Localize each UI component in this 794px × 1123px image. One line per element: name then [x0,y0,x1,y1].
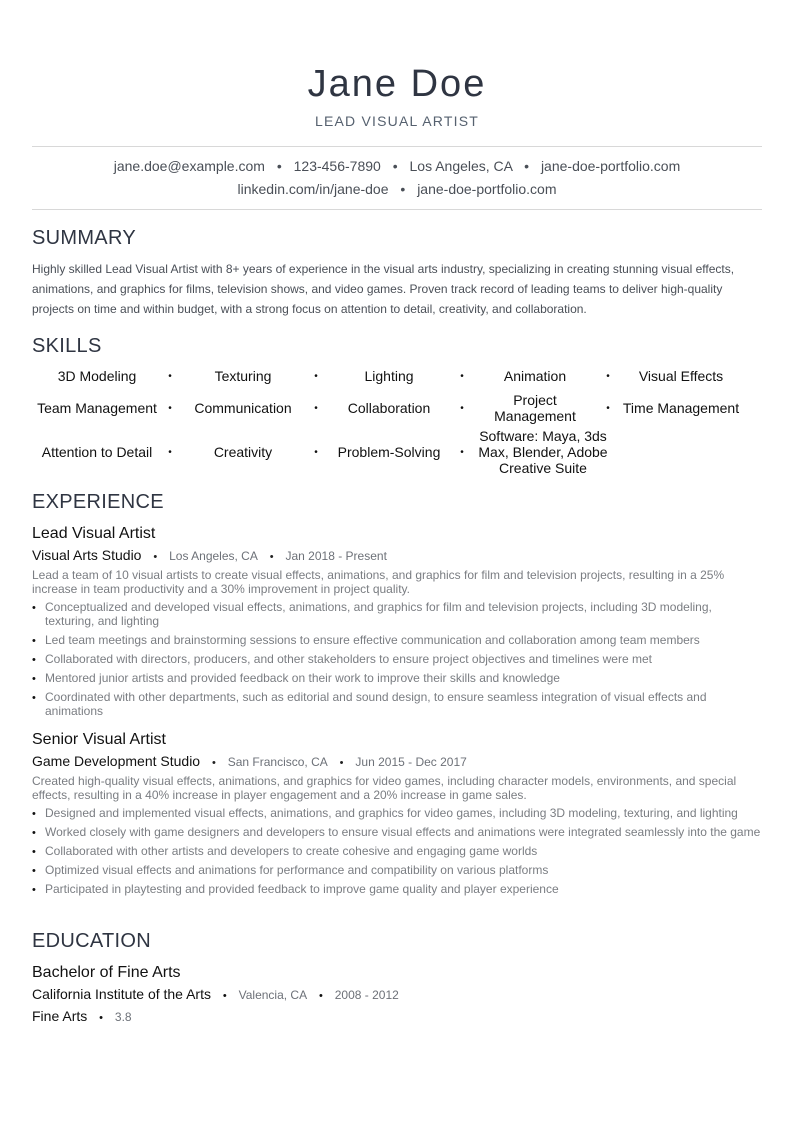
list-item: • Optimized visual effects and animations for performance and compatibility on various platforms [32,863,762,877]
job-description: Created high-quality visual effects, animations, and graphics for video games, including character models, environments, and special effects, resulting in a 40% increase in player engagement and a 20% increase in game sales. [32,774,737,802]
list-item: • Led team meetings and brainstorming sessions to ensure effective communication and collaboration among team members [32,633,762,647]
separator-dot: • [269,551,274,563]
education-heading: EDUCATION [32,930,151,952]
summary-heading: SUMMARY [32,227,136,249]
skill-separator: • [606,402,610,414]
list-item: • Collaborated with other artists and developers to create cohesive and engaging game worlds [32,844,762,858]
company-name: Visual Arts Studio [32,547,142,563]
job-meta [32,546,762,566]
skill-item: Communication [194,400,292,416]
skills-heading: SKILLS [32,335,102,357]
job-dates: Jun 2015 - Dec 2017 [355,755,467,769]
skill-separator: • [460,370,464,382]
skill-item: Problem-Solving [337,444,441,460]
job-location: Los Angeles, CA [169,549,258,563]
contact-line-1 [32,155,762,178]
resume-page [32,0,762,1024]
job-title: Lead Visual Artist [32,525,156,542]
linkedin-link[interactable]: linkedin.com/in/jane-doe [237,181,389,197]
separator-dot: • [400,181,406,197]
experience-section [32,490,762,901]
list-item: • Conceptualized and developed visual effects, animations, and graphics for film and television projects, including 3D modeling, texturing, and lighting [32,600,762,628]
separator-dot: • [392,158,398,174]
job-dates: Jan 2018 - Present [285,549,387,563]
school-meta [32,985,762,1005]
skills-row [32,362,762,390]
contact-line-2 [32,178,762,201]
job-description: Lead a team of 10 visual artists to create visual effects, animations, and graphics for film and television projects, resulting in a 25% increase in team productivity and a 30% improvement in project quality. [32,568,725,596]
separator-dot: • [524,158,530,174]
list-item: • Participated in playtesting and provided feedback to improve game quality and player experience [32,882,762,896]
skill-item: 3D Modeling [57,368,137,384]
skill-item: Visual Effects [638,368,724,384]
degree-title: Bachelor of Fine Arts [32,964,181,981]
portfolio-link[interactable]: jane-doe-portfolio.com [540,158,681,174]
skill-item: Collaboration [347,400,431,416]
separator-dot: • [222,990,227,1002]
phone-text: 123-456-7890 [293,158,381,174]
skill-item: Time Management [622,400,740,416]
job-bullet-list [32,600,762,718]
school-name: California Institute of the Arts [32,986,211,1002]
job-meta [32,752,762,772]
school-location: Valencia, CA [238,988,308,1002]
skill-separator: • [606,370,610,382]
gpa-value: 3.8 [114,1010,132,1024]
job-title: Senior Visual Artist [32,731,166,748]
skill-item: Attention to Detail [41,444,153,460]
skill-item: Lighting [364,368,414,384]
job-entry [32,730,762,896]
school-dates: 2008 - 2012 [334,988,399,1002]
skill-separator: • [168,370,172,382]
experience-heading: EXPERIENCE [32,491,164,513]
skill-separator: • [314,402,318,414]
job-entry [32,524,762,718]
separator-dot: • [153,551,158,563]
skills-row [32,426,762,478]
skill-item: Animation [503,368,567,384]
list-item: • Collaborated with directors, producers, and other stakeholders to ensure project objectives and timelines were met [32,652,762,666]
list-item: • Mentored junior artists and provided feedback on their work to improve their skills and knowledge [32,671,762,685]
skill-separator: • [168,402,172,414]
job-bullet-list [32,806,762,896]
skill-separator: • [168,446,172,458]
skill-separator: • [314,446,318,458]
skill-separator: • [460,402,464,414]
skill-item: Creativity [213,444,273,460]
candidate-title: LEAD VISUAL ARTIST [315,113,479,129]
list-item: • Coordinated with other departments, such as editorial and sound design, to ensure seamless integration of visual effects and animations [32,690,762,718]
candidate-name: Jane Doe [307,63,487,105]
list-item: • Worked closely with game designers and developers to ensure visual effects and animations were integrated seamlessly into the game [32,825,762,839]
separator-dot: • [211,757,216,769]
separator-dot: • [99,1012,103,1024]
skills-section [32,334,762,478]
skill-item: Team Management [37,400,157,416]
skills-row [32,390,762,426]
skill-separator: • [460,446,464,458]
separator-dot: • [319,990,323,1002]
field-of-study: Fine Arts [32,1008,88,1024]
separator-dot: • [339,757,344,769]
email-link[interactable]: jane.doe@example.com [113,158,265,174]
company-name: Game Development Studio [32,753,201,769]
skills-grid [32,362,762,478]
summary-text: Highly skilled Lead Visual Artist with 8+ years of experience in the visual arts industry, specializing in creating stunning visual effects, animations, and graphics for films, television shows, and video games. Proven track record of leading teams to deliver high-quality projects on time and within budget, with a strong focus on attention to detail, creativity, and collaboration. [32,262,735,316]
contact-info [32,146,762,210]
summary-section [32,226,762,319]
skill-item: Software: Maya, 3ds Max, Blender, Adobe Creative Suite [478,428,608,476]
skill-separator: • [314,370,318,382]
portfolio-link-2[interactable]: jane-doe-portfolio.com [417,181,557,197]
resume-header [32,0,762,210]
location-text: Los Angeles, CA [409,158,513,174]
skill-item: Project Management [494,392,576,424]
separator-dot: • [276,158,282,174]
field-meta [32,1007,762,1027]
list-item: • Designed and implemented visual effects, animations, and graphics for video games, including 3D modeling, texturing, and lighting [32,806,762,820]
education-section [32,929,762,1027]
skill-item: Texturing [214,368,272,384]
job-location: San Francisco, CA [227,755,328,769]
